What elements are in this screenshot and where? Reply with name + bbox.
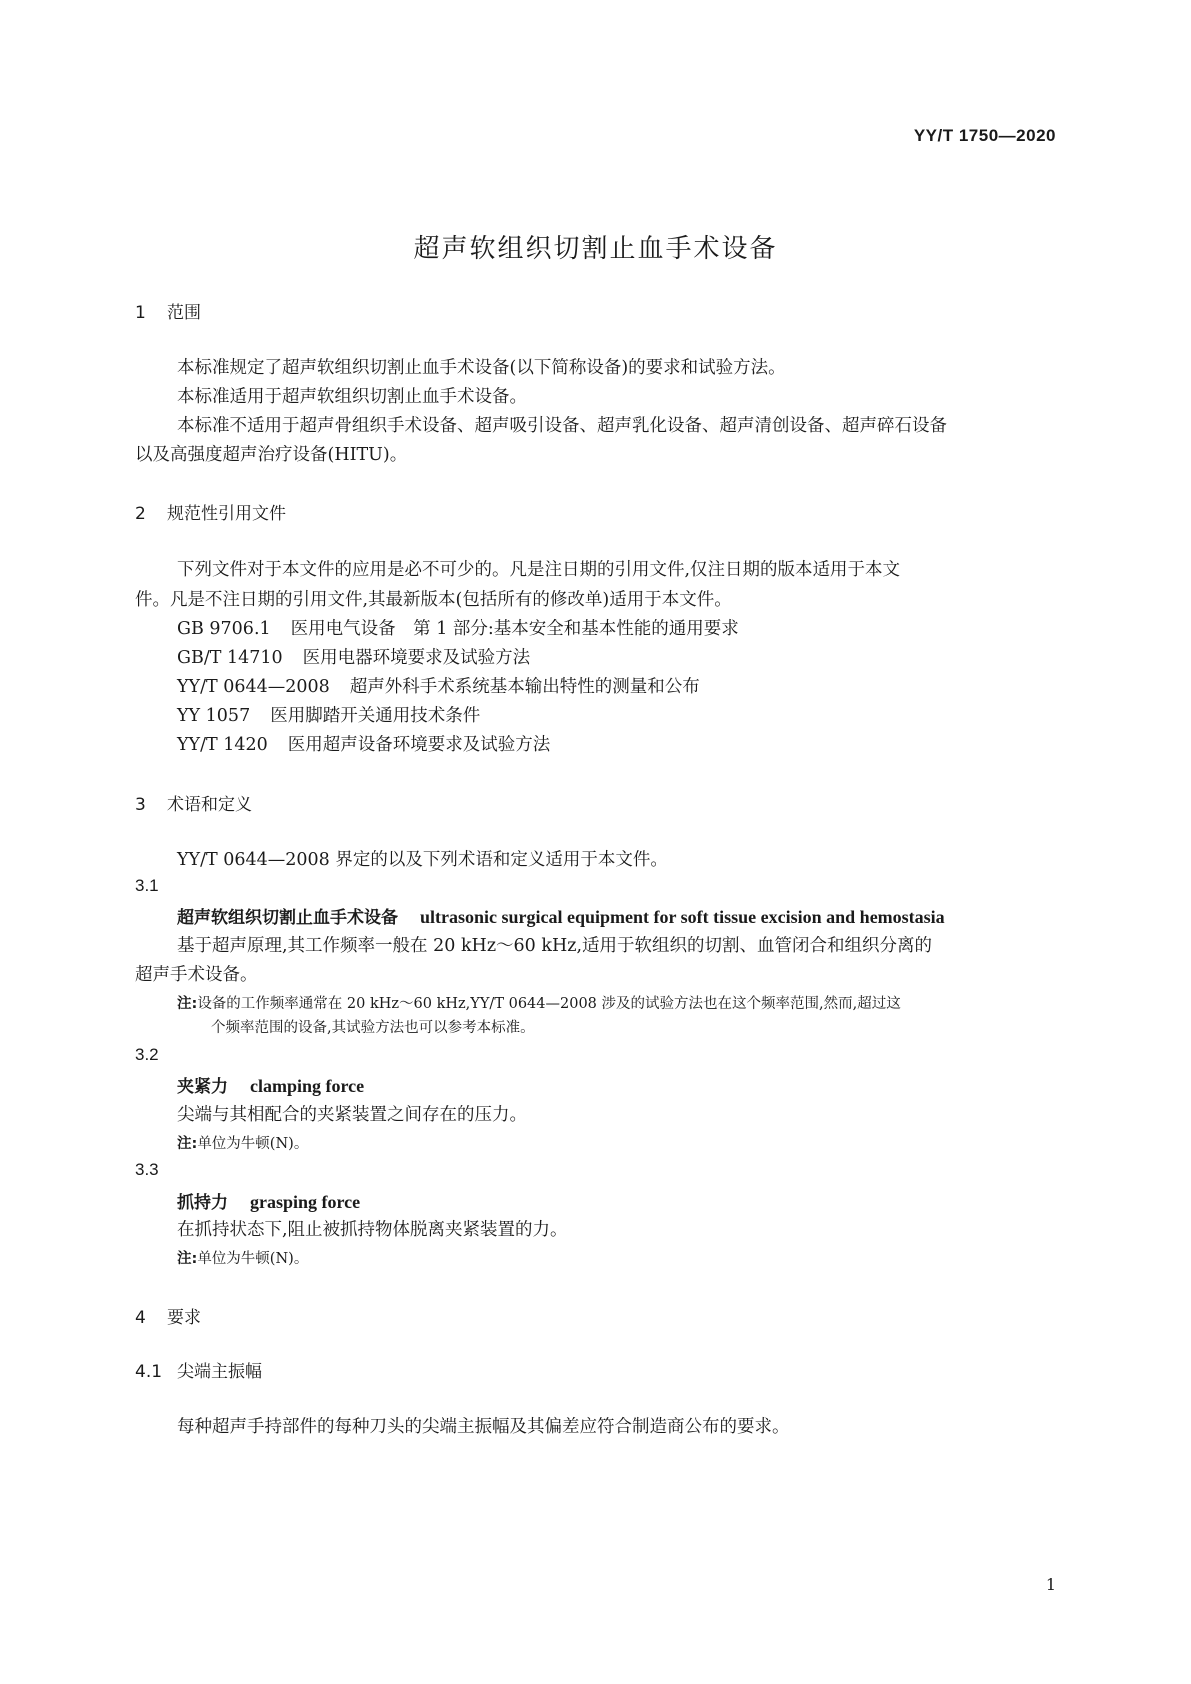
paragraph-continuation: 件。凡是不注日期的引用文件,其最新版本(包括所有的修改单)适用于本文件。: [135, 590, 732, 610]
reference-title: 医用超声设备环境要求及试验方法: [287, 735, 551, 755]
section-title: 术语和定义: [167, 795, 252, 815]
note-text: 单位为牛顿(N)。: [197, 1136, 309, 1152]
paragraph: 本标准适用于超声软组织切割止血手术设备。: [177, 387, 527, 407]
term-chinese: 超声软组织切割止血手术设备: [177, 908, 398, 928]
section-3-heading: [135, 790, 252, 815]
term-chinese: 夹紧力: [177, 1077, 228, 1097]
note-label: 注:: [177, 996, 198, 1012]
term-number: 3.2: [135, 1045, 159, 1064]
reference-title: 医用脚踏开关通用技术条件: [270, 706, 481, 726]
page-number: 1: [1045, 1575, 1056, 1594]
term-heading: [177, 1188, 360, 1213]
term-english: clamping force: [250, 1076, 365, 1096]
reference-title: 超声外科手术系统基本输出特性的测量和公布: [349, 677, 700, 697]
reference-item: [177, 615, 739, 640]
section-number: 1: [135, 303, 146, 323]
section-title: 要求: [167, 1308, 201, 1328]
term-definition: 在抓持状态下,阻止被抓持物体脱离夹紧装置的力。: [177, 1220, 568, 1240]
term-note: [177, 1132, 308, 1153]
reference-title: 医用电气设备 第 1 部分:基本安全和基本性能的通用要求: [290, 619, 739, 639]
section-number: 3: [135, 795, 146, 815]
paragraph: 每种超声手持部件的每种刀头的尖端主振幅及其偏差应符合制造商公布的要求。: [177, 1417, 790, 1437]
reference-title: 医用电器环境要求及试验方法: [302, 648, 531, 668]
reference-item: [177, 673, 700, 698]
section-2-heading: [135, 499, 286, 524]
term-note: [177, 1247, 308, 1268]
term-definition-continuation: 超声手术设备。: [135, 965, 258, 985]
term-definition: 基于超声原理,其工作频率一般在 20 kHz～60 kHz,适用于软组织的切割、血管闭合和组织分离的: [177, 936, 933, 956]
subsection-number: 4.1: [135, 1362, 163, 1382]
reference-item: [177, 731, 550, 756]
term-number: 3.1: [135, 876, 159, 895]
note-label: 注:: [177, 1136, 198, 1152]
term-number: 3.3: [135, 1160, 159, 1179]
term-english: ultrasonic surgical equipment for soft tissue excision and hemostasia: [420, 907, 945, 927]
term-note: [177, 992, 901, 1013]
note-text: 设备的工作频率通常在 20 kHz～60 kHz,YY/T 0644—2008 涉及的试验方法也在这个频率范围,然而,超过这: [197, 996, 901, 1012]
note-label: 注:: [177, 1251, 198, 1267]
reference-code: YY/T 0644—2008: [177, 677, 330, 697]
section-4-heading: [135, 1303, 201, 1328]
section-number: 4: [135, 1308, 146, 1328]
section-1-heading: [135, 298, 201, 323]
reference-item: [177, 702, 480, 727]
document-title: 超声软组织切割止血手术设备: [413, 234, 778, 264]
paragraph: 本标准规定了超声软组织切割止血手术设备(以下简称设备)的要求和试验方法。: [177, 358, 786, 378]
reference-code: GB 9706.1: [177, 619, 271, 639]
reference-code: GB/T 14710: [177, 648, 283, 668]
subsection-title: 尖端主振幅: [177, 1362, 262, 1382]
term-heading: [177, 1072, 364, 1097]
term-definition: 尖端与其相配合的夹紧装置之间存在的压力。: [177, 1105, 527, 1125]
note-text: 单位为牛顿(N)。: [197, 1251, 309, 1267]
term-heading: [177, 903, 945, 928]
section-title: 范围: [167, 303, 201, 323]
section-number: 2: [135, 504, 146, 524]
section-title: 规范性引用文件: [167, 504, 286, 524]
reference-item: [177, 644, 530, 669]
term-chinese: 抓持力: [177, 1193, 228, 1213]
standard-number: YY/T 1750—2020: [913, 126, 1056, 145]
paragraph: 本标准不适用于超声骨组织手术设备、超声吸引设备、超声乳化设备、超声清创设备、超声碎石设备: [177, 416, 947, 436]
term-note-continuation: 个频率范围的设备,其试验方法也可以参考本标准。: [211, 1020, 535, 1036]
paragraph: YY/T 0644—2008 界定的以及下列术语和定义适用于本文件。: [177, 850, 668, 870]
paragraph: 下列文件对于本文件的应用是必不可少的。凡是注日期的引用文件,仅注日期的版本适用于本文: [177, 560, 901, 580]
reference-code: YY/T 1420: [177, 735, 268, 755]
term-english: grasping force: [250, 1192, 361, 1212]
reference-code: YY 1057: [177, 706, 251, 726]
paragraph-continuation: 以及高强度超声治疗设备(HITU)。: [135, 445, 408, 465]
subsection-4-1-heading: [135, 1357, 262, 1382]
